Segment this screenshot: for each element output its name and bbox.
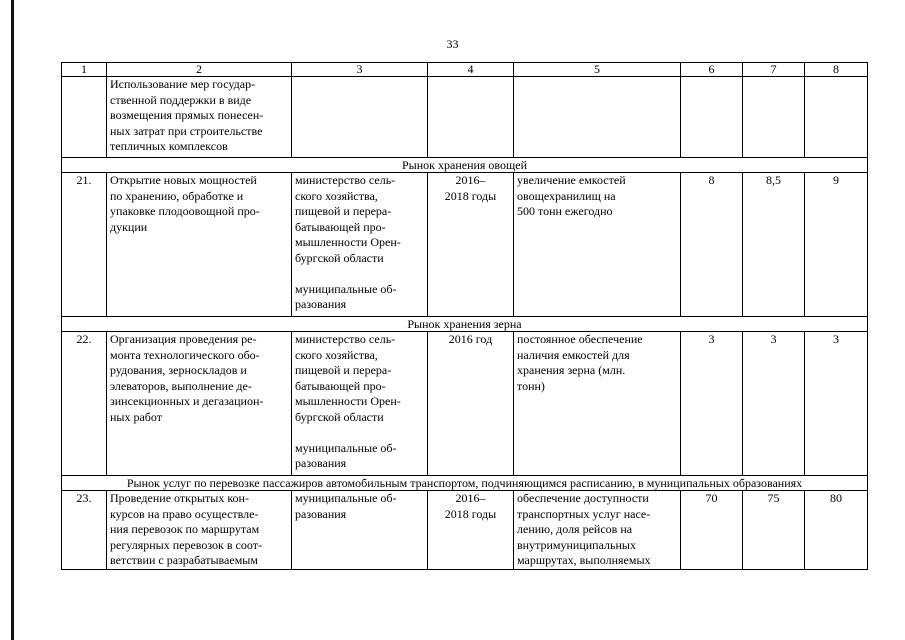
executor-cell: министерство сель- ского хозяйства, пищевой и перера- батывающей про- мышленности Орен- бургской области муниципальные об- разования [292, 173, 428, 317]
value-cell-3: 9 [805, 173, 868, 317]
value-cell-1 [681, 77, 743, 158]
row-number [62, 77, 107, 158]
section-row [62, 476, 868, 491]
table-header-row [62, 63, 868, 77]
row-number: 22. [62, 332, 107, 476]
column-header-7: 7 [743, 63, 805, 77]
indicator-cell [514, 77, 681, 158]
column-header-8: 8 [805, 63, 868, 77]
section-title: Рынок хранения зерна [62, 317, 868, 332]
indicator-cell: обеспечение доступности транспортных услуг насе- лению, доля рейсов на внутримуниципальных маршрутах, выполняемых [514, 491, 681, 570]
section-row [62, 317, 868, 332]
measures-table [61, 62, 868, 570]
executor-cell [292, 77, 428, 158]
indicator-cell: увеличение емкостей овощехранилищ на 500 тонн ежегодно [514, 173, 681, 317]
section-title: Рынок хранения овощей [62, 158, 868, 173]
value-cell-2: 8,5 [743, 173, 805, 317]
measure-cell: Использование мер государ- ственной поддержки в виде возмещения прямых понесен- ных затрат при строительстве тепличных комплексов [107, 77, 292, 158]
period-cell: 2016– 2018 годы [428, 491, 514, 570]
value-cell-1: 70 [681, 491, 743, 570]
value-cell-1: 3 [681, 332, 743, 476]
section-row [62, 158, 868, 173]
section-title: Рынок услуг по перевозке пассажиров автомобильным транспортом, подчиняющимся расписанию, в муниципальных образованиях [62, 476, 868, 491]
value-cell-3: 3 [805, 332, 868, 476]
table-row [62, 173, 868, 317]
column-header-5: 5 [514, 63, 681, 77]
column-header-3: 3 [292, 63, 428, 77]
column-header-4: 4 [428, 63, 514, 77]
table-row [62, 77, 868, 158]
period-cell [428, 77, 514, 158]
page-edge-line [11, 0, 14, 640]
column-header-6: 6 [681, 63, 743, 77]
value-cell-2 [743, 77, 805, 158]
executor-cell: министерство сель- ского хозяйства, пищевой и перера- батывающей про- мышленности Орен- бургской области муниципальные об- разования [292, 332, 428, 476]
column-header-2: 2 [107, 63, 292, 77]
measure-cell: Проведение открытых кон- курсов на право осуществле- ния перевозок по маршрутам регулярных перевозок в соот- ветствии с разрабатываемым [107, 491, 292, 570]
value-cell-1: 8 [681, 173, 743, 317]
value-cell-2: 75 [743, 491, 805, 570]
table-row [62, 491, 868, 570]
value-cell-3: 80 [805, 491, 868, 570]
row-number: 23. [62, 491, 107, 570]
measure-cell: Открытие новых мощностей по хранению, обработке и упаковке плодоовощной про- дукции [107, 173, 292, 317]
measure-cell: Организация проведения ре- монта технологического обо- рудования, зерноскладов и элеваторов, выполнение де- зинсекционных и дегазацион- ных работ [107, 332, 292, 476]
executor-cell: муниципальные об- разования [292, 491, 428, 570]
table-row [62, 332, 868, 476]
period-cell: 2016 год [428, 332, 514, 476]
value-cell-2: 3 [743, 332, 805, 476]
column-header-1: 1 [62, 63, 107, 77]
row-number: 21. [62, 173, 107, 317]
period-cell: 2016– 2018 годы [428, 173, 514, 317]
value-cell-3 [805, 77, 868, 158]
indicator-cell: постоянное обеспечение наличия емкостей для хранения зерна (млн. тонн) [514, 332, 681, 476]
page-number: 33 [446, 37, 459, 51]
